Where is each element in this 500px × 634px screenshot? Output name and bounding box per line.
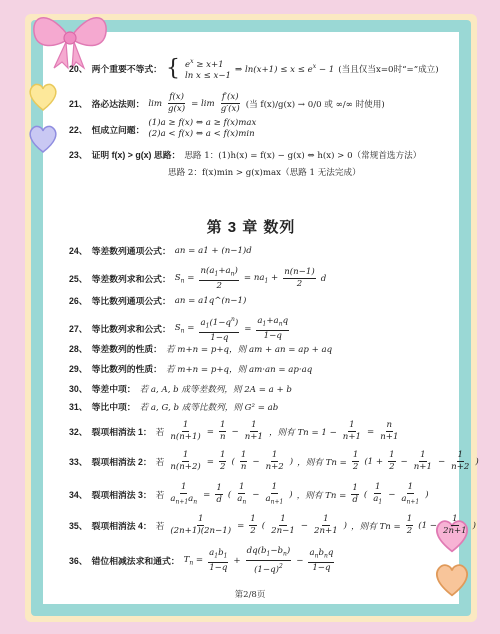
- ze: ，则有 Tn = 1 −: [268, 427, 337, 438]
- item-number: 33、: [69, 457, 88, 467]
- line-1: (1)a ≥ f(x) ⇔ a ≥ f(x)max: [148, 118, 257, 128]
- item-22: [69, 118, 256, 140]
- item-label: 裂项相消法 3：: [91, 490, 152, 501]
- line-2: 思路 2：f(x)min > g(x)max（思路 1 无法完成）: [168, 168, 361, 178]
- item-31: [69, 400, 278, 413]
- item-label: 证明 f(x) > g(x) 思路：: [91, 150, 181, 160]
- item-32: 32、 裂项相消法 1： 若 $\frac{1}{n(n+1)}$ = $\frac{1}{n}$ − $\frac{1}{n+1}$ ，则有 Tn = 1 − $\frac{1}{n+1}$ = $\frac{n}{n+1}$: [69, 420, 399, 442]
- item-number: 29、: [69, 364, 88, 374]
- item-label: 等比数列的性质：: [91, 364, 162, 374]
- item-24: [69, 244, 252, 257]
- item-label: 裂项相消法 2：: [91, 457, 152, 467]
- page-footer: 第2/8页: [234, 590, 266, 600]
- item-34: 34、 裂项相消法 3： 若 $\frac{1}{a_{n+1}a_n}$ = $\frac{1}{d}$ ( $\frac{1}{a_n}$ − $\frac{1}{a_{n+1}}$ ) ，则有 Tn = $\frac{1}{d}$ ( $\frac{1}{a_1}$ − $\frac{1}{a_{n+1}}$ ): [69, 482, 429, 506]
- item-21: 21、 洛必达法则： lim $\frac{f(x)}{g(x)}$ = lim $\frac{f'(x)}{g'(x)}$ (当 f(x)/g(x) → 0/0 或 ∞/∞ 时使用): [69, 92, 385, 114]
- item-number: 28、: [69, 344, 88, 354]
- item-number: 23、: [69, 150, 88, 160]
- formula: an = a1q^(n−1): [174, 295, 247, 306]
- item-23-line2: [168, 166, 361, 178]
- item-33: 33、 裂项相消法 2： 若 $\frac{1}{n(n+2)}$ = $\frac{1}{2}$ ( $\frac{1}{n}$ − $\frac{1}{n+2}$ ) ，则有 Tn = $\frac{1}{2}$ (1 + $\frac{1}{2}$ − $\frac{1}{n+1}$ − $\frac{1}{n+2}$ ): [69, 450, 479, 472]
- item-number: 26、: [69, 296, 88, 306]
- ruo: 若: [155, 521, 165, 532]
- item-label: 洛必达法则：: [91, 99, 145, 109]
- item-note: (当 f(x)/g(x) → 0/0 或 ∞/∞ 时使用): [245, 99, 385, 110]
- ze: ，则有 Tn =: [296, 490, 347, 501]
- ruo: 若: [155, 490, 165, 501]
- item-label: 等差数列通项公式：: [91, 246, 171, 256]
- item-20: 20、 两个重要不等式： { $e^x \ge x+1$ ln x ≤ x−1 ⇒ $\ln(x+1) \le x \le e^x - 1$ (当且仅当x=0时“=”成立): [69, 55, 439, 81]
- item-label: 裂项相消法 1：: [91, 427, 152, 437]
- ruo: 若: [155, 457, 165, 468]
- formula: 若 a, A, b 成等差数列，则 2A = a + b: [139, 384, 292, 395]
- item-note: (当且仅当x=0时“=”成立): [338, 64, 439, 75]
- formula: 若 m+n = p+q，则 am + an = ap + aq: [165, 344, 333, 355]
- item-number: 32、: [69, 427, 88, 437]
- item-label: 错位相减法求和通式：: [91, 556, 180, 567]
- item-number: 36、: [69, 556, 88, 567]
- item-label: 两个重要不等式：: [91, 64, 162, 75]
- line-2: (2)a < f(x) ⇔ a < f(x)min: [148, 129, 255, 139]
- item-30: [69, 382, 292, 395]
- item-label: 恒成立问题：: [91, 124, 145, 135]
- item-label: 等差中项：: [91, 384, 136, 394]
- item-number: 30、: [69, 384, 88, 394]
- item-number: 34、: [69, 490, 88, 501]
- item-29: [69, 362, 312, 375]
- heart-icon-yellow: [26, 80, 60, 114]
- chapter-title: 第 3 章 数列: [206, 219, 296, 236]
- item-35: 35、 裂项相消法 4： 若 $\frac{1}{(2n+1)(2n-1)}$ = $\frac{1}{2}$ ( $\frac{1}{2n-1}$ − $\frac{1}{2n+1}$ ) ，则有 Tn = $\frac{1}{2}$ (1 − $\frac{1}{2n+1}$ ): [69, 514, 477, 536]
- item-number: 21、: [69, 99, 88, 109]
- item-label: 等差数列的性质：: [91, 344, 162, 354]
- item-26: [69, 294, 246, 307]
- ze: ，则有 Tn =: [297, 457, 347, 468]
- item-number: 22、: [69, 124, 88, 135]
- item-number: 24、: [69, 246, 88, 256]
- formula: an = a1 + (n−1)d: [174, 245, 252, 256]
- formula: 若 a, G, b 成等比数列，则 G² = ab: [139, 402, 279, 413]
- line-1: 思路 1：(1)h(x) = f(x) − g(x) ⇔ h(x) > 0（常规首选方法）: [184, 150, 422, 161]
- item-label: 等比数列求和公式：: [91, 324, 171, 335]
- item-27: 27、 等比数列求和公式： $S_n$ = $\frac{a_1(1-q^n)}{1-q}$ = $\frac{a_1+a_nq}{1-q}$: [69, 315, 289, 343]
- item-number: 31、: [69, 402, 88, 412]
- item-25: 25、 等差数列求和公式： $S_n$ = $\frac{n(a_1+a_n)}{2}$ = $na_1$ + $\frac{n(n-1)}{2}$ d: [69, 266, 327, 291]
- item-label: 等差数列求和公式：: [91, 274, 171, 285]
- item-28: [69, 342, 332, 355]
- item-36: 36、 错位相减法求和通式： $T_n$ = $\frac{a_1b_1}{1-q}$ + $\frac{dq(b_1-b_n)}{(1-q)^2}$ − $\frac{a_nb_nq}{1-q}$: [69, 546, 334, 575]
- heart-icon-purple: [26, 122, 60, 156]
- item-label: 等比中项：: [91, 402, 136, 412]
- item-number: 35、: [69, 521, 88, 531]
- formula: 若 m+n = p+q，则 am·an = ap·aq: [165, 364, 313, 375]
- item-23: [69, 148, 421, 161]
- ruo: 若: [155, 427, 165, 438]
- ze: ，则有 Tn =: [351, 521, 401, 532]
- item-number: 27、: [69, 324, 88, 335]
- item-number: 20、: [69, 64, 88, 75]
- item-label: 裂项相消法 4：: [91, 521, 152, 531]
- item-label: 等比数列通项公式：: [91, 296, 171, 306]
- item-number: 25、: [69, 274, 88, 285]
